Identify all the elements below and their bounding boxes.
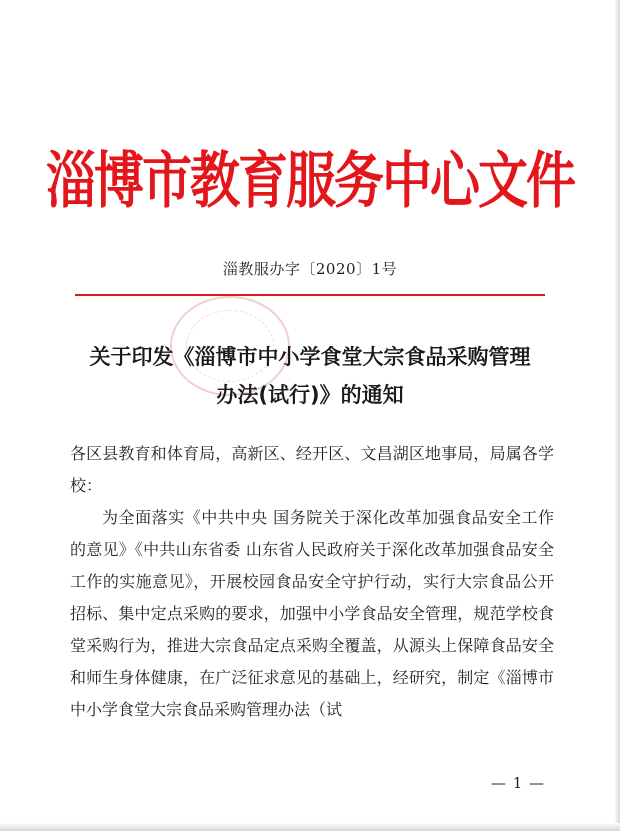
document-number: 淄教服办字〔2020〕1号	[222, 260, 398, 278]
document-body	[70, 438, 554, 726]
page-number: — 1 —	[490, 774, 546, 792]
page-edge-shadow-right	[614, 0, 620, 831]
notice-title-line-2: 办法(试行)》的通知	[216, 383, 404, 407]
notice-title-line-1: 关于印发《淄博市中小学食堂大宗食品采购管理	[89, 345, 531, 369]
masthead-title: 淄博市教育服务中心文件	[46, 145, 574, 217]
notice-title	[0, 338, 620, 414]
red-divider-line	[75, 294, 545, 296]
page-edge-shadow-bottom	[0, 823, 620, 831]
body-paragraph: 为全面落实《中共中央 国务院关于深化改革加强食品安全工作的意见》《中共山东省委 山东省人民政府关于深化改革加强食品安全工作的实施意见》，开展校园食品安全守护行动，实行大宗食品公开招标、集中定点采购的要求，加强中小学食品安全管理，规范学校食堂采购行为，推进大宗食品定点采购全覆盖，从源头上保障食品安全和师生身体健康，在广泛征求意见的基础上，经研究，制定《淄博市中小学食堂大宗食品采购管理办法（试	[70, 508, 554, 719]
salutation: 各区县教育和体育局，高新区、经开区、文昌湖区地事局，局属各学校：	[70, 444, 554, 495]
